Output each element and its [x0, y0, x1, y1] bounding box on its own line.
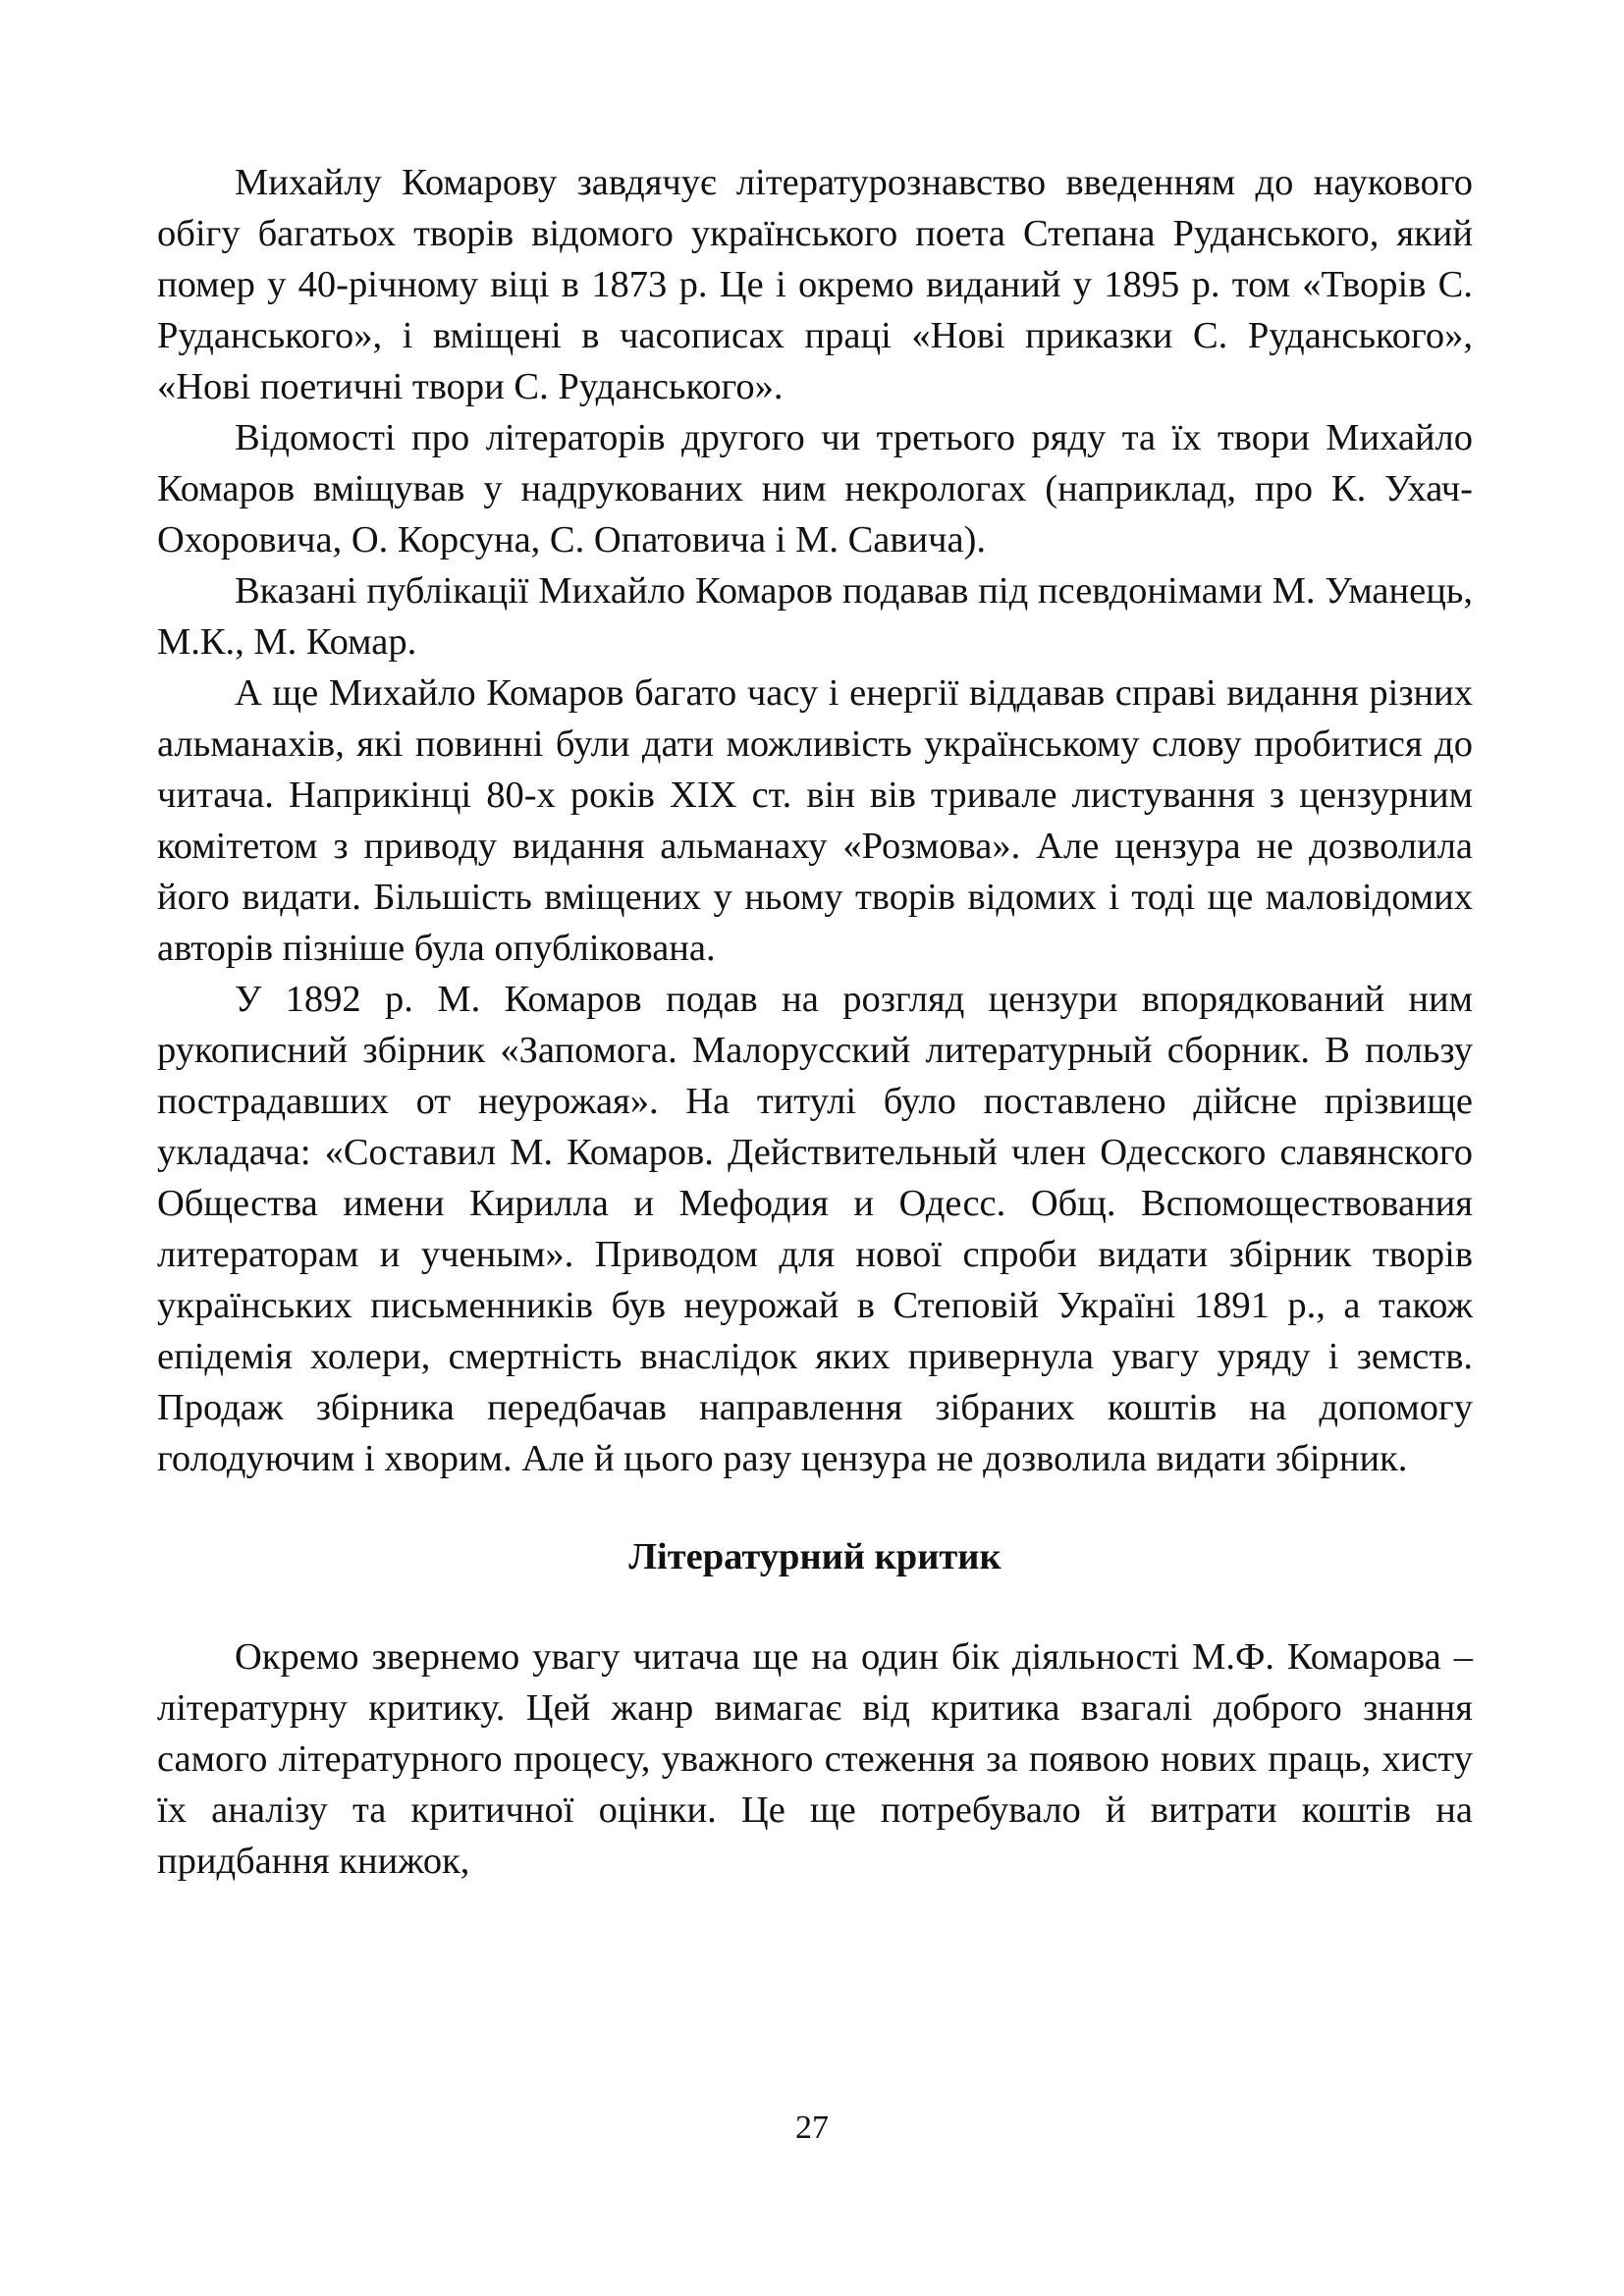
section-heading: Літературний критик	[628, 1536, 1001, 1577]
paragraph-almanacs: А ще Михайло Комаров багато часу і енергії віддавав справі видання різних альманахів, які повинні були дати можливість українському слову пробитися до читача. Наприкінці 80-х років XIX ст. він вів тривале листування з цензурним комітетом з приводу видання альманаху «Розмова». Але цензура не дозволила його видати. Більшість вміщених у ньому творів відомих і тоді ще маловідомих авторів пізніше була опублікована.	[157, 672, 1473, 969]
paragraph-obituaries: Відомості про літераторів другого чи третього ряду та їх твори Михайло Комаров вміщував у надрукованих ним некрологах (наприклад, про К. Ухач-Охоровича, О. Корсуна, С. Опатовича і М. Савича).	[157, 417, 1473, 561]
paragraph-pseudonyms: Вказані публікації Михайло Комаров подавав під псевдонімами М. Уманець, М.К., М. Комар.	[157, 570, 1473, 663]
page-number: 27	[795, 2109, 829, 2146]
document-page	[157, 157, 1473, 2218]
paragraph-zapomoha: У 1892 р. М. Комаров подав на розгляд цензури впорядкований ним рукописний збірник «Запомога. Малорусский литературный сборник. В пользу пострадавших от неурожая». На титулі було поставлено дійсне прізвище укладача: «Составил М. Комаров. Действительный член Одесского славянского Общества имени Кирилла и Мефодия и Одесс. Общ. Вспомоществования литераторам и ученым». Приводом для нової спроби видати збірник творів українських письменників був неурожай в Степовій Україні 1891 р., а також епідемія холери, смертність внаслідок яких привернула увагу уряду і земств. Продаж збірника передбачав направлення зібраних коштів на допомогу голодуючим і хворим. Але й цього разу цензура не дозволила видати збірник.	[157, 979, 1473, 1479]
paragraph-rudansky: Михайлу Комарову завдячує літературознавство введенням до наукового обігу багатьох творів відомого українського поета Степана Руданського, який помер у 40-річному віці в 1873 р. Це і окремо виданий у 1895 р. том «Творів С. Руданського», і вміщені в часописах праці «Нові приказки С. Руданського», «Нові поетичні твори С. Руданського».	[157, 162, 1473, 407]
paragraph-literary-criticism: Окремо звернемо увагу читача ще на один бік діяльності М.Ф. Комарова – літературну критику. Цей жанр вимагає від критика взагалі доброго знання самого літературного процесу, уважного стеження за появою нових праць, хисту їх аналізу та критичної оцінки. Це ще потребувало й витрати коштів на придбання книжок,	[157, 1636, 1473, 1882]
